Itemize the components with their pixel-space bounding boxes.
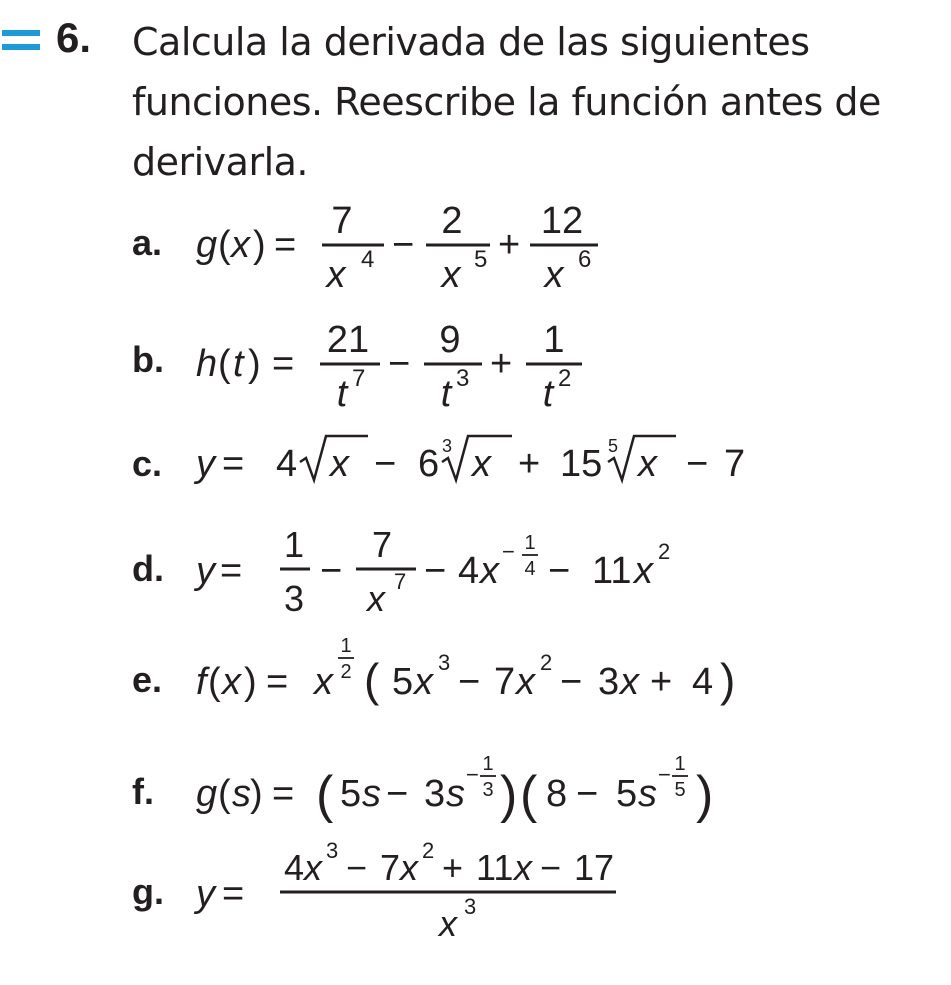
item-formula [196,195,616,295]
svg-text:): ) [696,766,714,824]
svg-text:+: + [442,847,464,888]
item-letter: g. [132,871,164,912]
svg-text:): ) [253,224,266,266]
exercise-instructions [132,12,932,192]
svg-text:(: ( [218,224,231,266]
svg-text:x: x [634,550,653,592]
svg-text:x: x [326,254,346,296]
exercise-number: 6. [56,14,92,61]
svg-text:21: 21 [326,319,370,361]
svg-text:x: x [638,443,657,485]
svg-text:x: x [222,661,241,703]
svg-text:−: − [388,343,411,385]
svg-text:8: 8 [546,773,568,815]
item-formula [196,630,776,720]
svg-text:7: 7 [394,569,407,594]
svg-text:7: 7 [331,200,353,242]
svg-text:): ) [500,766,518,824]
item-formula [196,840,716,950]
svg-text:−: − [386,773,409,815]
item-letter: a. [132,222,163,263]
svg-text:x: x [439,903,457,944]
svg-text:x: x [544,254,564,296]
double-bar-icon [2,30,40,52]
svg-text:2: 2 [558,365,572,392]
svg-text:1: 1 [543,319,565,361]
svg-text:y: y [196,443,215,485]
svg-text:2: 2 [540,650,553,675]
svg-text:=: = [272,343,295,385]
svg-text:−: − [548,550,571,592]
svg-text:3: 3 [482,779,494,801]
svg-text:s: s [362,773,381,815]
svg-text:17: 17 [574,847,615,888]
svg-text:−: − [576,773,599,815]
svg-text:11: 11 [592,550,632,592]
svg-text:x: x [367,578,385,619]
svg-text:12: 12 [540,200,584,242]
svg-text:f: f [196,661,207,703]
svg-text:2: 2 [422,838,435,863]
svg-text:5: 5 [616,773,638,815]
svg-text:15: 15 [560,443,603,485]
svg-text:x: x [516,661,535,703]
svg-text:4: 4 [458,550,480,592]
instruction-line: derivarla. [132,140,309,184]
svg-text:=: = [222,443,245,485]
svg-text:(: ( [520,766,538,824]
svg-text:): ) [250,773,263,815]
item-letter: c. [132,443,163,484]
svg-text:−: − [560,661,583,703]
svg-text:4: 4 [692,661,714,703]
svg-text:(: ( [218,343,231,385]
svg-text:): ) [248,343,261,385]
instruction-line: Calcula la derivada de las siguientes [132,20,810,64]
item-formula [196,515,756,625]
svg-text:5: 5 [608,436,619,456]
svg-text:−: − [458,661,481,703]
svg-text:1: 1 [674,753,686,775]
svg-text:x: x [441,254,461,296]
svg-text:2: 2 [340,661,352,683]
svg-text:−: − [502,539,515,564]
item-formula [196,314,596,414]
svg-text:t: t [233,343,244,385]
svg-text:3: 3 [424,773,446,815]
svg-text:7: 7 [352,365,366,392]
item-letter: b. [132,339,164,380]
svg-text:x: x [330,443,349,485]
svg-text:6: 6 [578,246,592,273]
svg-text:y: y [196,550,215,592]
svg-text:+: + [518,443,541,485]
svg-text:3: 3 [438,650,451,675]
svg-text:x: x [231,224,250,266]
svg-text:4: 4 [361,246,375,273]
svg-text:4: 4 [524,558,536,580]
svg-text:x: x [304,847,322,888]
svg-text:3: 3 [326,838,339,863]
instruction-line: funciones. Reescribe la función antes de [132,80,881,124]
svg-text:+: + [498,224,521,266]
svg-text:t: t [336,373,348,415]
svg-text:s: s [638,773,657,815]
svg-text:−: − [466,762,479,787]
svg-text:h: h [196,343,218,385]
svg-text:=: = [220,550,243,592]
svg-text:11: 11 [476,847,514,888]
svg-text:y: y [196,873,215,915]
svg-text:3: 3 [598,661,620,703]
svg-text:2: 2 [658,539,671,564]
svg-text:5: 5 [340,773,362,815]
svg-text:−: − [424,550,447,592]
svg-text:3: 3 [442,436,453,456]
svg-text:1: 1 [340,635,352,657]
svg-text:−: − [346,847,368,888]
svg-text:=: = [272,773,295,815]
svg-text:3: 3 [464,894,477,919]
svg-text:g: g [196,773,218,815]
svg-text:=: = [222,873,245,915]
svg-text:−: − [658,762,671,787]
svg-text:x: x [400,847,418,888]
svg-text:−: − [540,847,562,888]
svg-text:x: x [620,661,639,703]
svg-text:(: ( [364,654,380,706]
svg-text:+: + [650,661,673,703]
svg-text:): ) [244,661,257,703]
svg-text:−: − [392,224,415,266]
svg-text:s: s [446,773,465,815]
svg-text:−: − [320,550,343,592]
item-letter: e. [132,659,163,700]
svg-text:1: 1 [482,753,494,775]
svg-text:x: x [480,550,499,592]
svg-text:9: 9 [439,319,461,361]
svg-text:x: x [414,661,433,703]
svg-text:x: x [514,847,532,888]
svg-text:+: + [490,343,513,385]
svg-text:5: 5 [392,661,414,703]
svg-text:3: 3 [283,578,305,619]
svg-text:=: = [274,224,297,266]
svg-text:4: 4 [276,443,298,485]
svg-text:(: ( [316,766,334,824]
svg-text:−: − [686,443,709,485]
item-formula [196,428,756,498]
svg-text:1: 1 [524,532,536,554]
item-formula [196,742,796,832]
svg-text:x: x [314,661,333,703]
item-letter: f. [132,771,154,812]
svg-text:7: 7 [371,524,393,565]
item-letter: d. [132,548,164,589]
svg-text:(: ( [208,661,221,703]
svg-text:5: 5 [474,246,488,273]
svg-text:5: 5 [674,779,686,801]
svg-text:g: g [196,224,218,266]
svg-text:=: = [266,661,289,703]
svg-text:1: 1 [283,524,305,565]
svg-text:7: 7 [380,847,401,888]
svg-text:6: 6 [418,443,440,485]
svg-text:3: 3 [456,365,470,392]
svg-text:t: t [440,373,452,415]
svg-text:): ) [720,654,736,706]
svg-text:4: 4 [284,847,305,888]
svg-text:s: s [232,773,251,815]
svg-text:t: t [542,373,554,415]
svg-text:(: ( [218,773,231,815]
svg-text:−: − [374,443,397,485]
svg-text:7: 7 [724,443,746,485]
svg-text:x: x [472,443,491,485]
svg-text:2: 2 [441,200,463,242]
svg-text:7: 7 [494,661,516,703]
